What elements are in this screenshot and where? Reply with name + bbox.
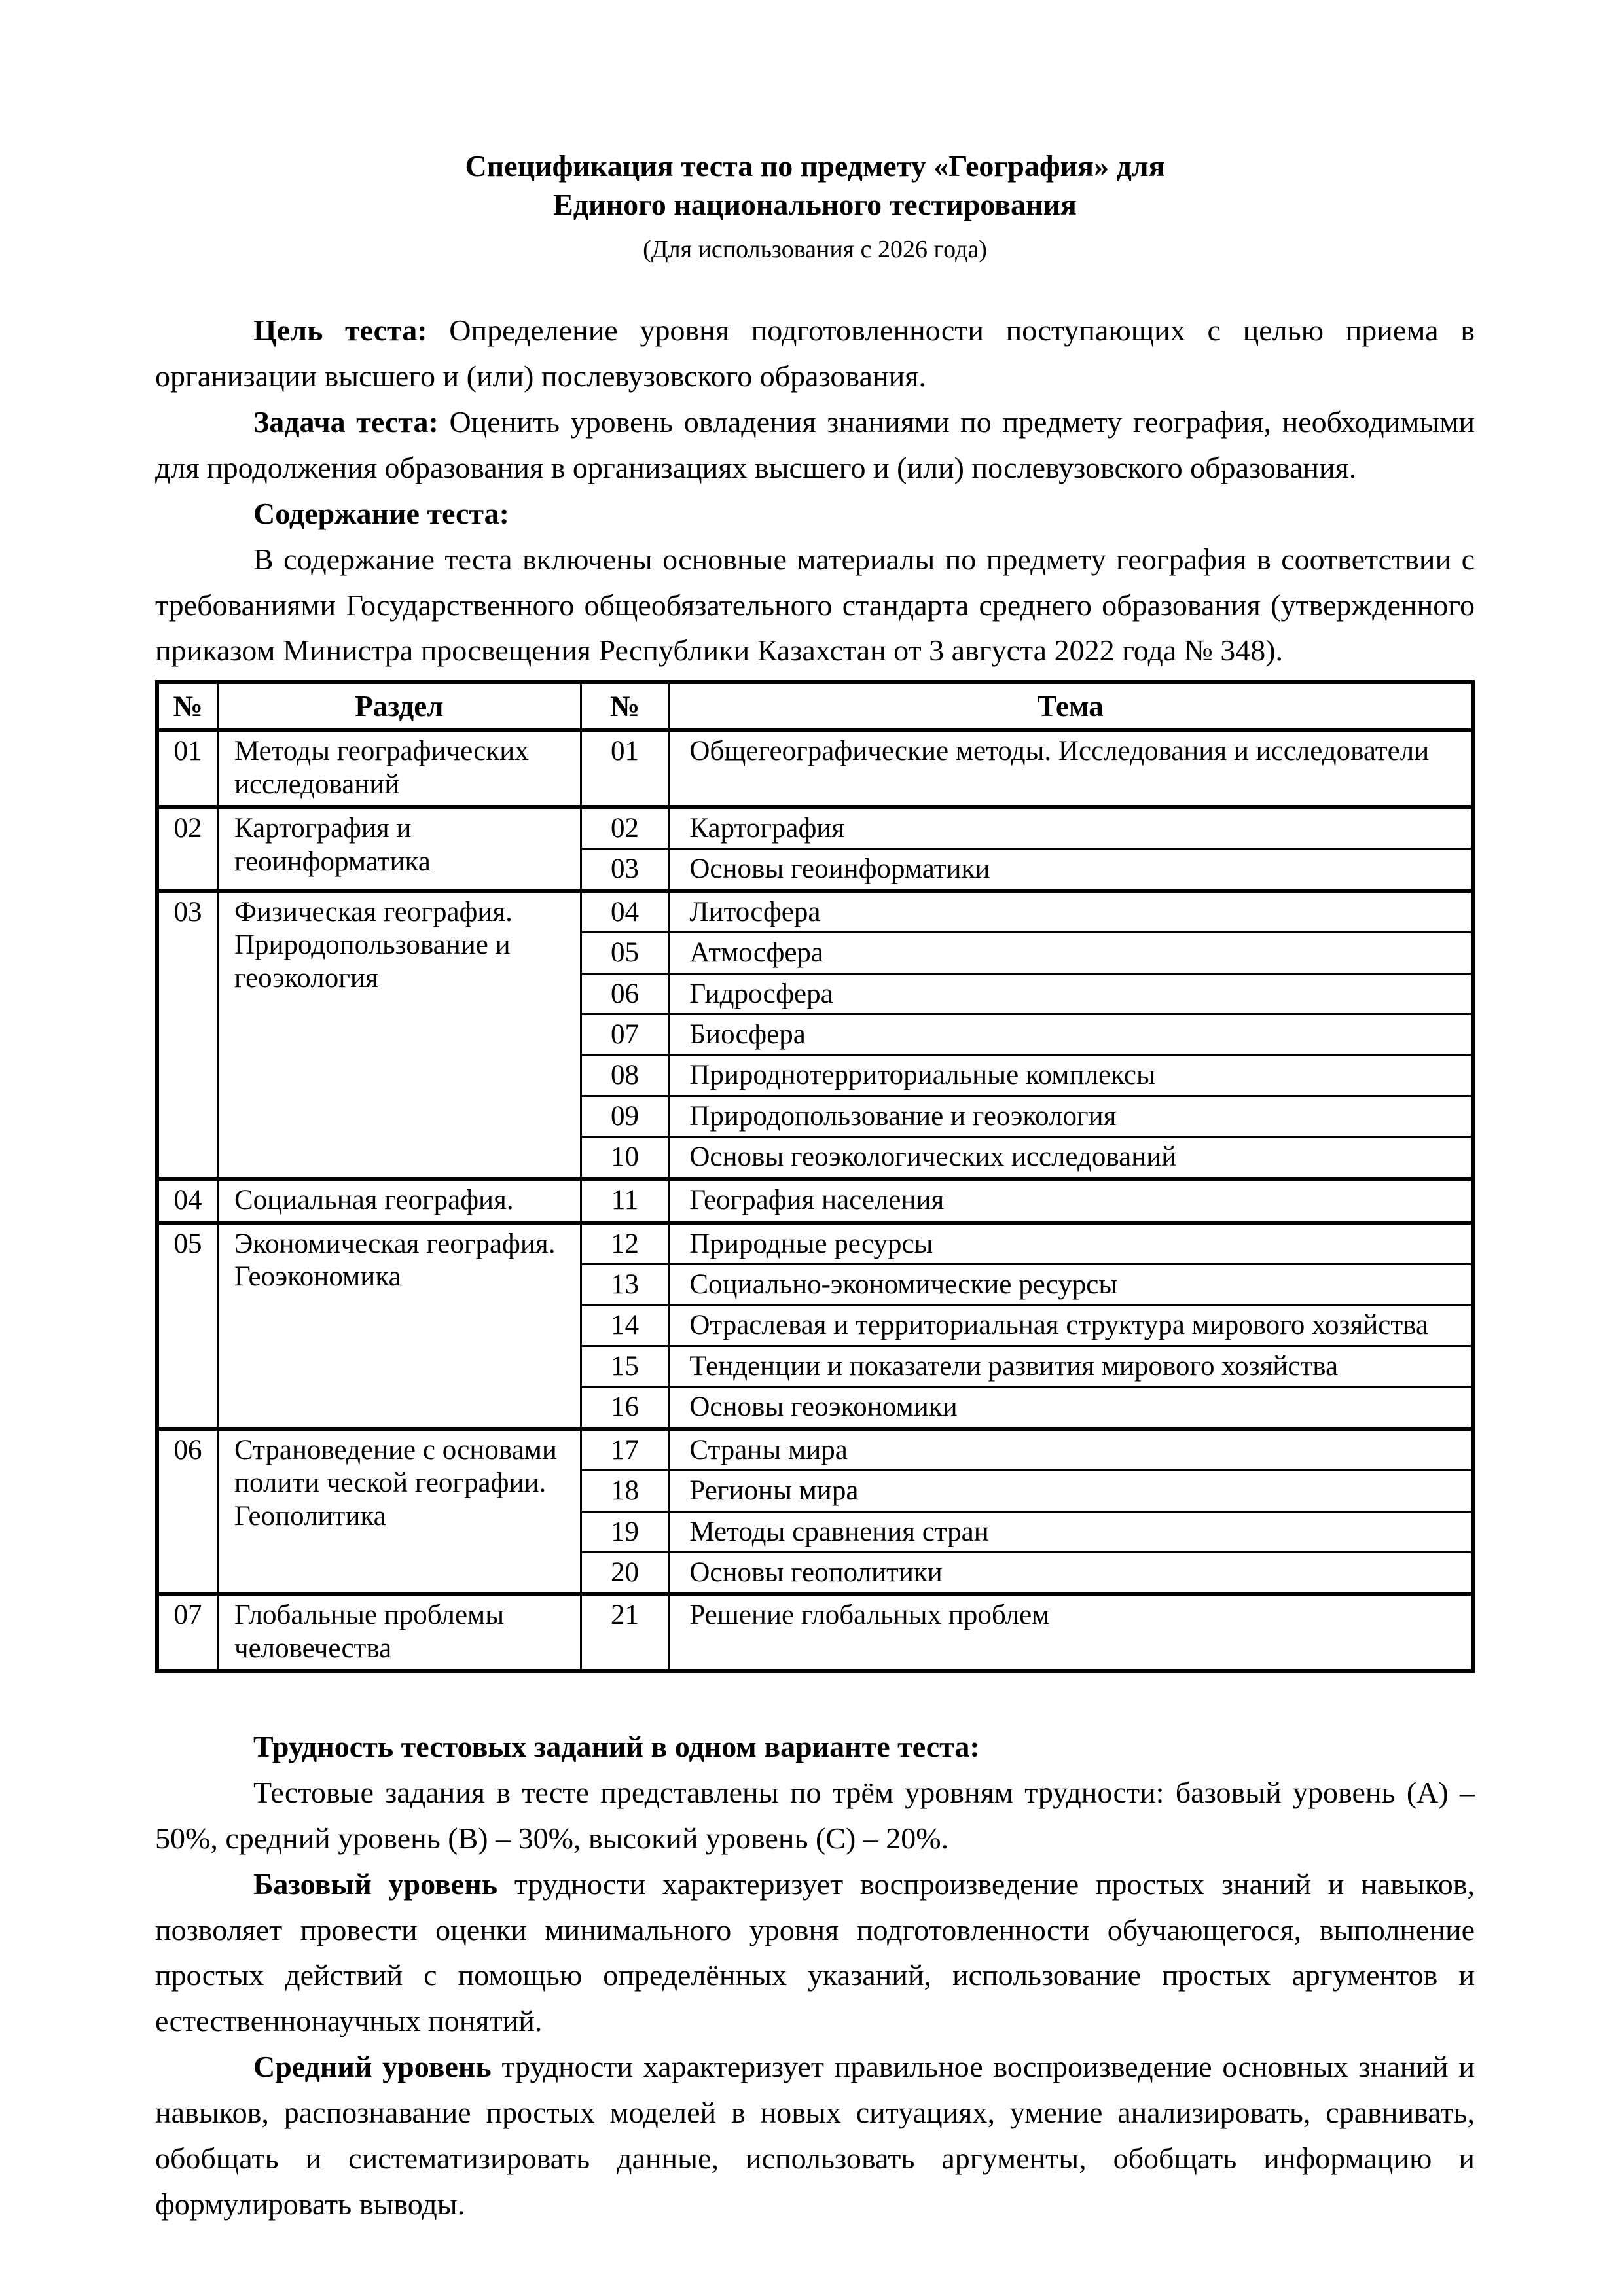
theme-number: 04 [581,891,669,933]
section-number: 01 [157,730,217,807]
table-row [157,1429,1473,1471]
section-name: Экономическая география. Геоэкономика [217,1223,581,1429]
goal-label: Цель теста: [253,314,427,348]
section-name: Методы географических исследований [217,730,581,807]
theme-title: Общегеографические методы. Исследования и исследователи [669,730,1473,807]
section-name: Картография и геоинформатика [217,807,581,891]
task-paragraph [155,399,1475,491]
theme-title: Тенденции и показатели развития мирового хозяйства [669,1346,1473,1386]
theme-title: Биосфера [669,1014,1473,1055]
section-name: Социальная география. [217,1179,581,1223]
medium-level-label: Средний уровень [253,2050,492,2084]
difficulty-heading: Трудность тестовых заданий в одном варианте теста: [253,1729,980,1763]
content-table [155,680,1475,1673]
theme-number: 03 [581,849,669,891]
theme-number: 18 [581,1471,669,1511]
header-section-number: № [157,682,217,730]
theme-title: Природные ресурсы [669,1223,1473,1265]
theme-number: 21 [581,1594,669,1670]
content-table-body [157,730,1473,1671]
title-line-1: Спецификация теста по предмету «География» для [465,149,1165,183]
table-row [157,891,1473,933]
difficulty-intro-paragraph: Тестовые задания в тесте представлены по трём уровням трудности: базовый уровень (А) – 50%, средний уровень (В) – 30%, высокий уровень (С) – 20%. [155,1775,1475,1855]
theme-title: Основы геополитики [669,1552,1473,1594]
header-theme-number: № [581,682,669,730]
theme-title: Атмосфера [669,933,1473,973]
theme-title: Гидросфера [669,973,1473,1014]
theme-number: 11 [581,1179,669,1223]
theme-title: Картография [669,807,1473,849]
theme-number: 07 [581,1014,669,1055]
theme-number: 13 [581,1264,669,1304]
theme-number: 05 [581,933,669,973]
theme-number: 20 [581,1552,669,1594]
theme-number: 09 [581,1096,669,1136]
theme-number: 08 [581,1055,669,1096]
theme-number: 06 [581,973,669,1014]
theme-number: 12 [581,1223,669,1265]
theme-title: Основы геоинформатики [669,849,1473,891]
theme-number: 15 [581,1346,669,1386]
title-line-2: Единого национального тестирования [553,187,1077,221]
task-text: Оценить уровень овладения знаниями по предмету география, необходимыми для продолжения образования в организациях высшего и (или) послевузовского образования. [155,404,1475,484]
theme-number: 02 [581,807,669,849]
goal-text: Определение уровня подготовленности поступающих с целью приема в организации высшего и (или) послевузовского образования. [155,314,1475,393]
table-row [157,1594,1473,1670]
section-number: 07 [157,1594,217,1670]
theme-number: 19 [581,1511,669,1552]
theme-title: Основы геоэкономики [669,1387,1473,1429]
header-row [157,682,1473,730]
theme-title: Природопользование и геоэкология [669,1096,1473,1136]
theme-title: Литосфера [669,891,1473,933]
table-row [157,1223,1473,1265]
section-number: 03 [157,891,217,1179]
document-title-block [155,147,1475,266]
basic-level-label: Базовый уровень [253,1867,498,1901]
section-number: 04 [157,1179,217,1223]
table-row [157,1179,1473,1223]
theme-title: География населения [669,1179,1473,1223]
theme-title: Природнотерриториальные комплексы [669,1055,1473,1096]
header-section: Раздел [217,682,581,730]
section-name: Глобальные проблемы человечества [217,1594,581,1670]
medium-level-text: трудности характеризует правильное воспроизведение основных знаний и навыков, распознавание простых моделей в новых ситуациях, умение анализировать, сравнивать, обобщать и систематизировать данные, использовать аргументы, обобщать информацию и формулировать выводы. [155,2050,1475,2221]
header-theme: Тема [669,682,1473,730]
goal-paragraph [155,308,1475,399]
section-number: 05 [157,1223,217,1429]
section-number: 02 [157,807,217,891]
theme-title: Основы геоэкологических исследований [669,1137,1473,1179]
theme-title: Отраслевая и территориальная структура мирового хозяйства [669,1305,1473,1346]
section-name: Физическая география. Природопользование и геоэкология [217,891,581,1179]
content-heading: Содержание теста: [253,496,509,530]
task-label: Задача теста: [253,404,439,439]
theme-number: 10 [581,1137,669,1179]
basic-level-paragraph [155,1861,1475,2045]
theme-title: Решение глобальных проблем [669,1594,1473,1670]
theme-title: Регионы мира [669,1471,1473,1511]
theme-number: 17 [581,1429,669,1471]
content-table-header [157,682,1473,730]
theme-title: Социально-экономические ресурсы [669,1264,1473,1304]
table-row [157,730,1473,807]
theme-number: 01 [581,730,669,807]
theme-title: Методы сравнения стран [669,1511,1473,1552]
theme-number: 14 [581,1305,669,1346]
theme-number: 16 [581,1387,669,1429]
section-name: Страноведение с основами полити ческой географии. Геополитика [217,1429,581,1594]
theme-title: Страны мира [669,1429,1473,1471]
medium-level-paragraph [155,2044,1475,2227]
section-number: 06 [157,1429,217,1594]
content-paragraph: В содержание теста включены основные материалы по предмету география в соответствии с требованиями Государственного общеобязательного стандарта среднего образования (утвержденного приказом Министра просвещения Республики Казахстан от 3 августа 2022 года № 348). [155,542,1475,668]
table-row [157,807,1473,849]
title-subtitle: (Для использования с 2026 года) [643,235,987,263]
basic-level-text: трудности характеризует воспроизведение простых знаний и навыков, позволяет провести оценки минимального уровня подготовленности обучающегося, выполнение простых действий с помощью определённых указаний, использование простых аргументов и естественнонаучных понятий. [155,1867,1475,2038]
